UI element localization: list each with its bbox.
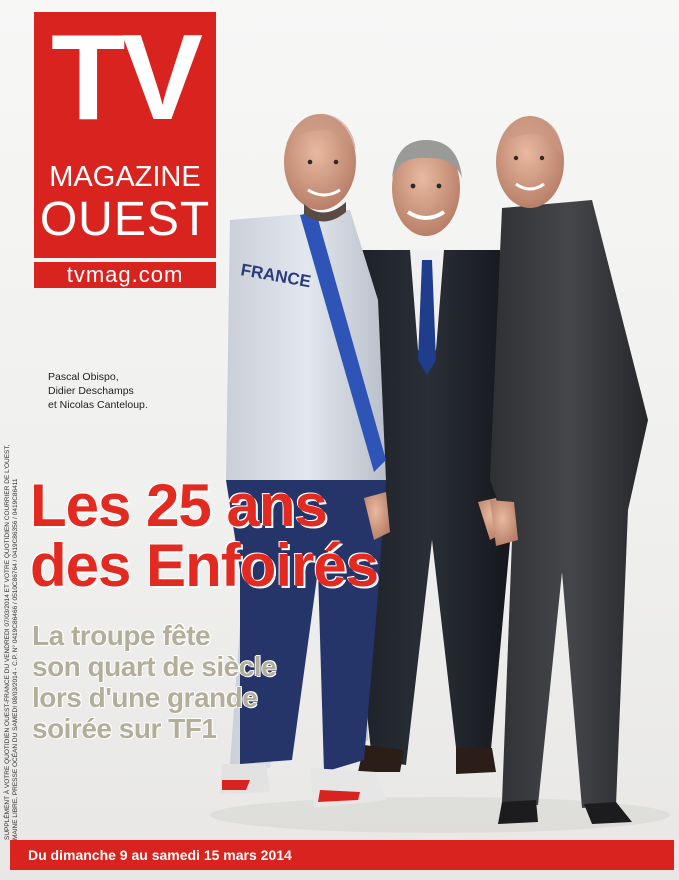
subhead-line: lors d'une grande (32, 682, 258, 713)
cover-headline (30, 472, 460, 599)
jersey-text: FRANCE (239, 260, 313, 292)
logo-tv-text: TV (51, 9, 199, 145)
photo-caption (48, 370, 188, 412)
magazine-logo (34, 9, 216, 258)
subhead-line: son quart de siècle (32, 651, 277, 682)
headline-line: Les 25 ans (30, 472, 327, 539)
legal-notice (4, 380, 20, 840)
legal-line: MAINE LIBRE, PRESSE OCÉAN DU SAMEDI 08/03/2014 - C.P. N° 0419C86466 / 0510C86764 / 0419C86356 / 0419C86411 (12, 478, 19, 840)
cover-subheadline (32, 620, 332, 744)
subhead-line: soirée sur TF1 (32, 713, 217, 744)
caption-line: Pascal Obispo, (48, 371, 119, 383)
person-right (490, 116, 648, 824)
caption-line: Didier Deschamps (48, 385, 134, 397)
issue-dates: Du dimanche 9 au samedi 15 mars 2014 (28, 847, 292, 863)
caption-line: et Nicolas Canteloup. (48, 399, 148, 411)
date-banner (10, 840, 674, 870)
logo-edition-text: OUEST (39, 193, 211, 246)
website-url: tvmag.com (34, 262, 216, 288)
legal-line: SUPPLÉMENT À VOTRE QUOTIDIEN OUEST-FRANCE DU VENDREDI 07/03/2014 ET VOTRE QUOTIDIEN COURRIER DE L'OUEST, (4, 444, 11, 840)
headline-line: des Enfoirés (30, 532, 379, 599)
subhead-line: La troupe fête (32, 620, 211, 651)
logo-magazine-text: MAGAZINE (49, 161, 201, 193)
